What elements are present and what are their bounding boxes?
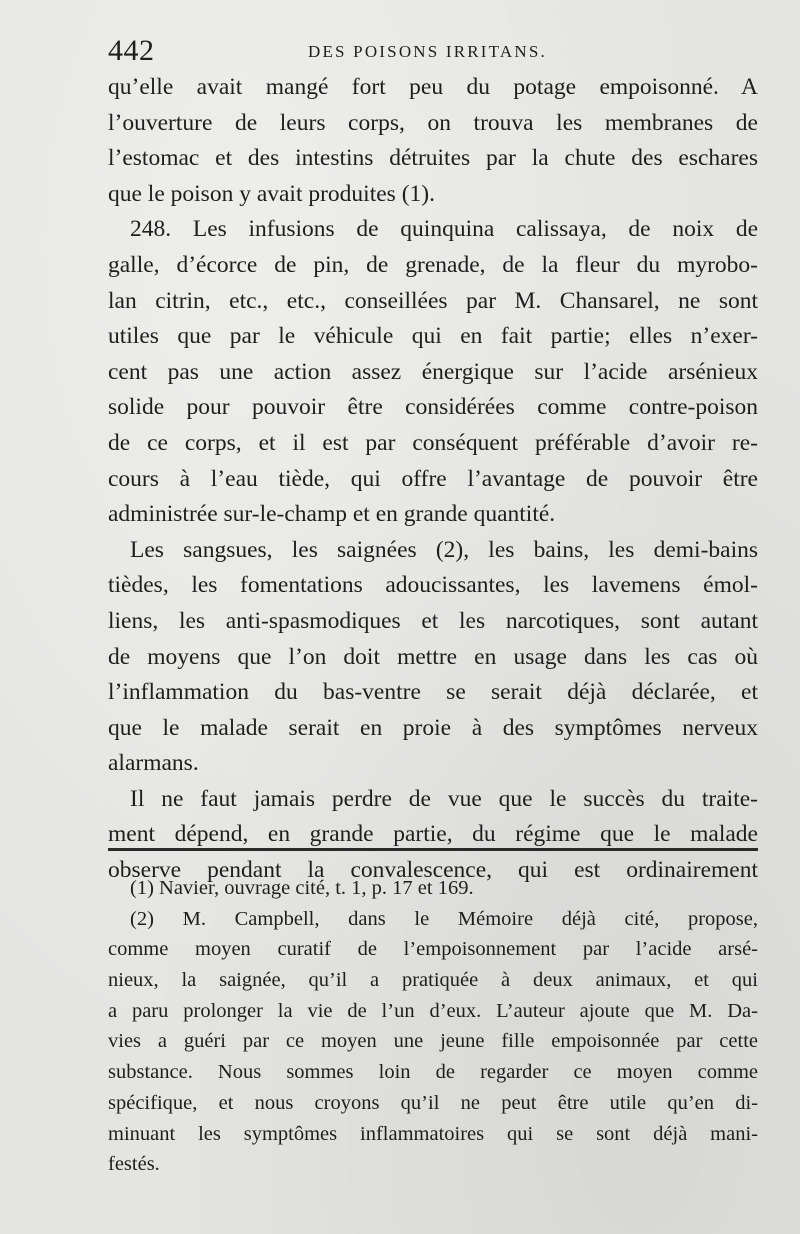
text-line: 248. Les infusions de quinquina calissaya, de noix de [130, 216, 758, 243]
footnote-line: festés. [108, 1153, 160, 1176]
text-line: que le malade serait en proie à des symptômes nerveux [108, 714, 758, 741]
text-line: liens, les anti-spasmodiques et les narcotiques, sont autant [108, 607, 758, 634]
footnote-line: a paru prolonger la vie de l’un d’eux. L’auteur ajoute que M. Da- [108, 999, 758, 1022]
text-line: observe pendant la convalescence, qui est ordinairement [108, 857, 758, 884]
text-line: galle, d’écorce de pin, de grenade, de la fleur du myrobo- [108, 251, 758, 278]
text-line: Les sangsues, les saignées (2), les bains, les demi-bains [130, 536, 758, 563]
text-line: que le poison y avait produites (1). [108, 180, 435, 207]
footnote-line: (1) Navier, ouvrage cité, t. 1, p. 17 et 169. [130, 877, 474, 899]
footnotes [108, 873, 758, 1180]
text-line: utiles que par le véhicule qui en fait partie; elles n’exer- [108, 323, 758, 350]
footnote-line: nieux, la saignée, qu’il a pratiquée à deux animaux, et qui [108, 969, 758, 992]
footnote-rule [108, 848, 758, 851]
text-line: qu’elle avait mangé fort peu du potage empoisonné. A [108, 74, 758, 100]
footnote-line: minuant les symptômes inflammatoires qui se sont déjà mani- [108, 1122, 758, 1145]
text-line: ment dépend, en grande partie, du régime que le malade [108, 821, 758, 848]
page-header [108, 34, 758, 68]
text-line: cent pas une action assez énergique sur l’acide arsénieux [108, 358, 758, 385]
footnote-line: comme moyen curatif de l’empoisonnement par l’acide arsé- [108, 938, 758, 961]
text-line: administrée sur-le-champ et en grande quantité. [108, 501, 556, 528]
running-head: DES POISONS IRRITANS. [308, 42, 547, 61]
text-line: lan citrin, etc., etc., conseillées par M. Chansarel, ne sont [108, 287, 758, 314]
footnote-line: substance. Nous sommes loin de regarder ce moyen comme [108, 1061, 758, 1084]
text-line: alarmans. [108, 750, 199, 777]
text-line: l’estomac et des intestins détruites par la chute des eschares [108, 145, 758, 172]
text-line: cours à l’eau tiède, qui offre l’avantage de pouvoir être [108, 465, 758, 492]
text-line: de ce corps, et il est par conséquent préférable d’avoir re- [108, 429, 758, 456]
text-line: de moyens que l’on doit mettre en usage dans les cas où [108, 643, 758, 670]
footnote-line: (2) M. Campbell, dans le Mémoire déjà cité, propose, [130, 907, 758, 930]
text-line: tièdes, les fomentations adoucissantes, les lavemens émol- [108, 572, 758, 599]
page-number: 442 [108, 34, 155, 67]
text-line: l’ouverture de leurs corps, on trouva les membranes de [108, 109, 758, 136]
text-line: l’inflammation du bas-ventre se serait déjà déclarée, et [108, 679, 758, 706]
body-text [108, 70, 758, 889]
text-line: solide pour pouvoir être considérées comme contre-poison [108, 394, 758, 421]
text-line: Il ne faut jamais perdre de vue que le succès du traite- [130, 785, 758, 812]
footnote-line: spécifique, et nous croyons qu’il ne peut être utile qu’en di- [108, 1091, 758, 1114]
footnote-line: vies a guéri par ce moyen une jeune fille empoisonnée par cette [108, 1030, 758, 1053]
